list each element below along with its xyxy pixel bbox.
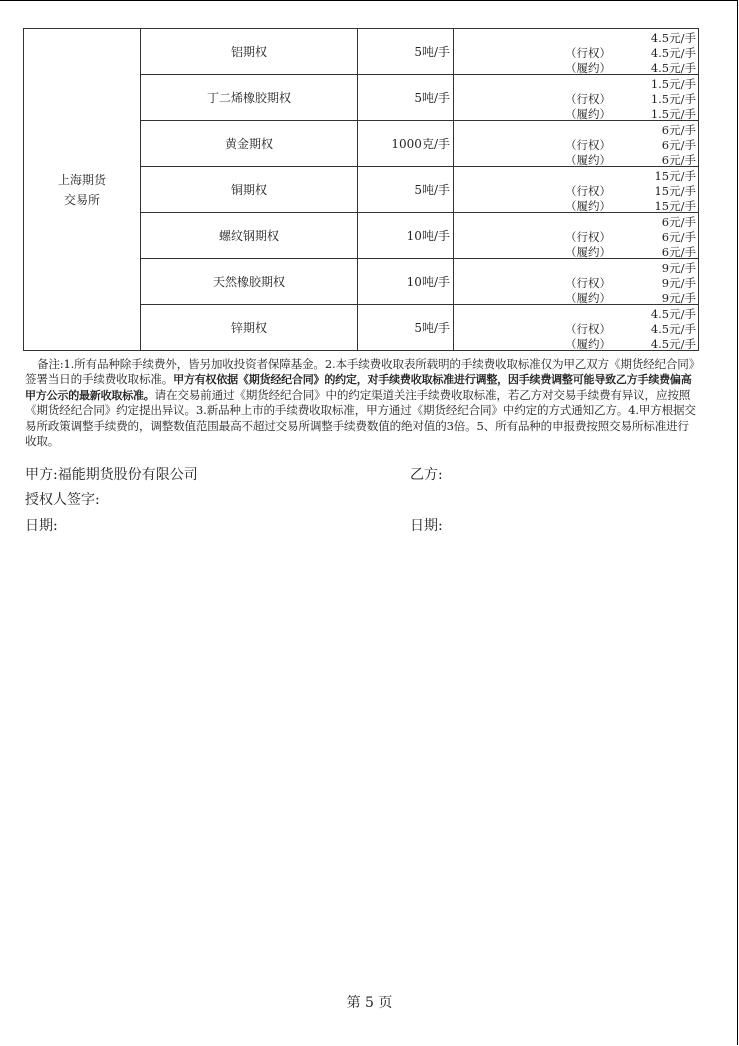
fee-cell [454,29,699,75]
fee-perform: 9元/手 [661,291,696,305]
trade-unit: 5吨/手 [358,75,454,121]
product-name: 铜期权 [141,167,358,213]
date-b: 日期: [410,518,443,534]
trade-unit: 1000克/手 [358,121,454,167]
exercise-label: （行权） [565,46,611,60]
perform-label: （履约） [565,199,611,213]
fee-perform: 15元/手 [654,199,696,213]
perform-label: （履约） [565,291,611,305]
exercise-label: （行权） [565,276,611,290]
date-a: 日期: [25,518,58,534]
trade-unit: 10吨/手 [358,213,454,259]
party-b: 乙方: [410,467,443,483]
remarks-note [25,357,697,449]
fee-open: 15元/手 [654,169,696,183]
product-name: 铝期权 [141,29,358,75]
fee-open: 6元/手 [661,123,696,137]
party-a: 甲方:福能期货股份有限公司 [25,467,198,483]
fee-open: 4.5元/手 [650,307,696,321]
fee-cell [454,213,699,259]
fee-perform: 1.5元/手 [650,107,696,121]
fee-cell [454,259,699,305]
fee-cell [454,75,699,121]
fee-open: 4.5元/手 [650,31,696,45]
product-name: 锌期权 [141,305,358,351]
perform-label: （履约） [565,107,611,121]
fee-exercise: 15元/手 [654,184,696,198]
fee-cell [454,305,699,351]
fee-exercise: 1.5元/手 [650,92,696,106]
remarks-part2: 请在交易前通过《期货经纪合同》中的约定渠道关注手续费收取标准，若乙方对交易手续费有异议，应按照《期货经纪合同》约定提出异议。3.新品种上市的手续费收取标准，甲方通过《期货经纪合同》中约定的方式通知乙方。4.甲方根据交易所政策调整手续费的，调整数值范围最高不超过交易所调整手续费数值的绝对值的3倍。5、所有品种的申报费按照交易所标准进行收取。 [25,387,696,449]
perform-label: （履约） [565,245,611,259]
fee-exercise: 6元/手 [661,230,696,244]
perform-label: （履约） [565,337,611,351]
exercise-label: （行权） [565,230,611,244]
fee-table [23,28,699,351]
fee-perform: 6元/手 [661,245,696,259]
table-row [24,29,699,75]
fee-open: 1.5元/手 [650,77,696,91]
trade-unit: 5吨/手 [358,29,454,75]
fee-exercise: 4.5元/手 [650,322,696,336]
remarks-part1: 备注:1.所有品种除手续费外，皆另加收投资者保障基金。2.本手续费收取表所载明的手续费收取标准仅为甲乙双方《期货经纪合同》签署当日的手续费收取标准。 [25,357,695,387]
fee-open: 9元/手 [661,261,696,275]
exchange-cell [24,29,141,351]
fee-exercise: 4.5元/手 [650,46,696,60]
fee-exercise: 9元/手 [661,276,696,290]
product-name: 螺纹钢期权 [141,213,358,259]
product-name: 黄金期权 [141,121,358,167]
remarks-bold: 甲方有权依据《期货经纪合同》的约定，对手续费收取标准进行调整，因手续费调整可能导致乙方手续费偏高甲方公示的最新收取标准。 [25,373,692,402]
trade-unit: 5吨/手 [358,305,454,351]
exercise-label: （行权） [565,138,611,152]
exchange-name: 上海期货 交易所 [57,172,106,207]
exercise-label: （行权） [565,92,611,106]
page-number: 第 5 页 [346,995,393,1011]
product-name: 天然橡胶期权 [141,259,358,305]
fee-cell [454,167,699,213]
fee-perform: 4.5元/手 [650,61,696,75]
fee-exercise: 6元/手 [661,138,696,152]
fee-cell [454,121,699,167]
exercise-label: （行权） [565,322,611,336]
authorized-signature: 授权人签字: [25,492,100,508]
fee-perform: 6元/手 [661,153,696,167]
trade-unit: 10吨/手 [358,259,454,305]
fee-open: 6元/手 [661,215,696,229]
perform-label: （履约） [565,153,611,167]
fee-perform: 4.5元/手 [650,337,696,351]
product-name: 丁二烯橡胶期权 [141,75,358,121]
perform-label: （履约） [565,61,611,75]
exercise-label: （行权） [565,184,611,198]
trade-unit: 5吨/手 [358,167,454,213]
